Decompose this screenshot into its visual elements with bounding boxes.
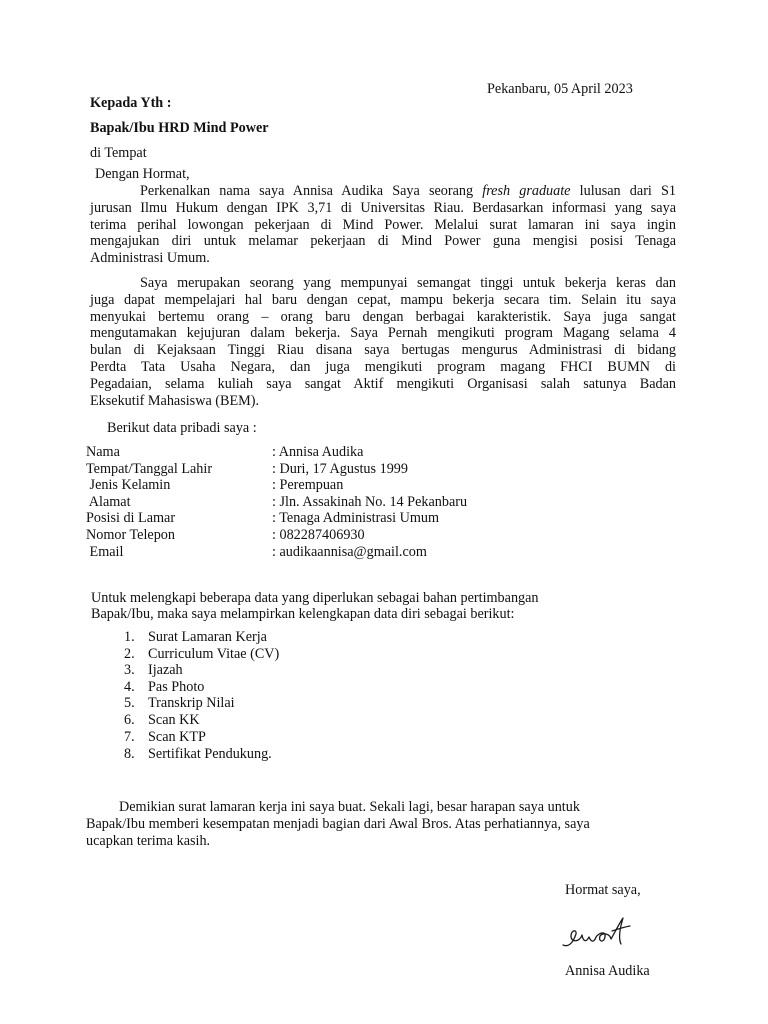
signoff: Hormat saya, bbox=[565, 882, 641, 898]
para2-line-5: bulan di Kejaksaan Tinggi Riau disana saya bertugas mengurus Administrasi di bidang bbox=[90, 342, 676, 359]
signer-name: Annisa Audika bbox=[565, 963, 650, 979]
info-value: : Tenaga Administrasi Umum bbox=[272, 510, 440, 526]
attach-intro-line-2: Bapak/Ibu, maka saya melampirkan kelengkapan data diri sebagai berikut: bbox=[91, 606, 515, 622]
para2-line-2: juga dapat mempelajari hal baru dengan cepat, mampu bekerja secara tim. Selain itu saya bbox=[90, 291, 676, 308]
data-intro: Berikut data pribadi saya : bbox=[107, 420, 257, 436]
intro-paragraph bbox=[90, 183, 676, 267]
place: di Tempat bbox=[90, 145, 147, 161]
attach-intro-line-1: Untuk melengkapi beberapa data yang diperlukan sebagai bahan pertimbangan bbox=[91, 590, 539, 606]
info-value: : 082287406930 bbox=[272, 527, 365, 543]
intro-line-4: mengajukan diri untuk melamar pekerjaan di Mind Power guna mengisi posisi Tenaga bbox=[90, 233, 676, 250]
info-row-email bbox=[86, 544, 686, 561]
info-row-ttl bbox=[86, 461, 686, 478]
info-value: : Perempuan bbox=[272, 477, 344, 493]
para2-line-1: Saya merupakan seorang yang mempunyai semangat tinggi untuk bekerja keras dan bbox=[140, 275, 676, 291]
attachment-item: 4. Pas Photo bbox=[124, 679, 205, 695]
info-label: Nama bbox=[86, 444, 120, 460]
closing-line-2: Bapak/Ibu memberi kesempatan menjadi bagian dari Awal Bros. Atas perhatiannya, saya bbox=[86, 816, 590, 832]
info-label: Nomor Telepon bbox=[86, 527, 175, 543]
para2-line-8: Eksekutif Mahasiswa (BEM). bbox=[90, 392, 260, 409]
info-row-phone bbox=[86, 527, 686, 544]
info-value: : audikaannisa@gmail.com bbox=[272, 544, 427, 560]
intro-line-2: jurusan Ilmu Hukum dengan IPK 3,71 di Universitas Riau. Berdasarkan informasi yang saya bbox=[90, 199, 676, 216]
fresh-graduate-em: fresh graduate bbox=[482, 183, 571, 199]
closing-line-1: Demikian surat lamaran kerja ini saya buat. Sekali lagi, besar harapan saya untuk bbox=[119, 799, 580, 815]
to-heading: Kepada Yth : bbox=[90, 95, 172, 111]
info-value: : Annisa Audika bbox=[272, 444, 364, 460]
info-label: Alamat bbox=[86, 494, 131, 510]
intro-line-3: terima perihal lowongan pekerjaan di Mind Power. Melalui surat lamaran ini saya ingin bbox=[90, 216, 676, 233]
attachment-item: 2. Curriculum Vitae (CV) bbox=[124, 646, 280, 662]
info-label: Posisi di Lamar bbox=[86, 510, 176, 526]
signature-image bbox=[560, 912, 636, 952]
info-label: Jenis Kelamin bbox=[86, 477, 171, 493]
letter-date: Pekanbaru, 05 April 2023 bbox=[487, 81, 633, 97]
attachment-item: 1. Surat Lamaran Kerja bbox=[124, 629, 267, 645]
experience-paragraph bbox=[90, 275, 676, 409]
info-row-position bbox=[86, 510, 686, 527]
para2-line-6: Perdta Tata Usaha Negara, dan juga mengikuti program magang FHCI BUMN di bbox=[90, 358, 676, 375]
attachment-item: 3. Ijazah bbox=[124, 662, 183, 678]
intro-line-1: Perkenalkan nama saya Annisa Audika Saya seorang fresh graduate lulusan dari S1 bbox=[140, 183, 676, 199]
attachment-item: 6. Scan KK bbox=[124, 712, 200, 728]
recipient: Bapak/Ibu HRD Mind Power bbox=[90, 120, 269, 136]
info-label: Email bbox=[86, 544, 124, 560]
info-label: Tempat/Tanggal Lahir bbox=[86, 461, 213, 477]
para2-line-3: menyukai bertemu orang – orang baru dengan berbagai karakteristik. Saya juga sangat bbox=[90, 308, 676, 325]
greeting: Dengan Hormat, bbox=[95, 166, 190, 182]
info-value: : Duri, 17 Agustus 1999 bbox=[272, 461, 408, 477]
para2-line-4: mengutamakan kejujuran dalam bekerja. Saya Pernah mengikuti program Magang selama 4 bbox=[90, 325, 676, 342]
para2-line-7: Pegadaian, selama kuliah saya sangat Aktif mengikuti Organisasi salah satunya Badan bbox=[90, 375, 676, 392]
info-value: : Jln. Assakinah No. 14 Pekanbaru bbox=[272, 494, 468, 510]
attachment-item: 5. Transkrip Nilai bbox=[124, 695, 235, 711]
intro-line-5: Administrasi Umum. bbox=[90, 250, 210, 267]
attachment-item: 7. Scan KTP bbox=[124, 729, 206, 745]
info-row-address bbox=[86, 494, 686, 511]
attachment-item: 8. Sertifikat Pendukung. bbox=[124, 746, 272, 762]
info-row-gender bbox=[86, 477, 686, 494]
closing-line-3: ucapkan terima kasih. bbox=[86, 833, 211, 849]
info-row-nama bbox=[86, 444, 686, 461]
